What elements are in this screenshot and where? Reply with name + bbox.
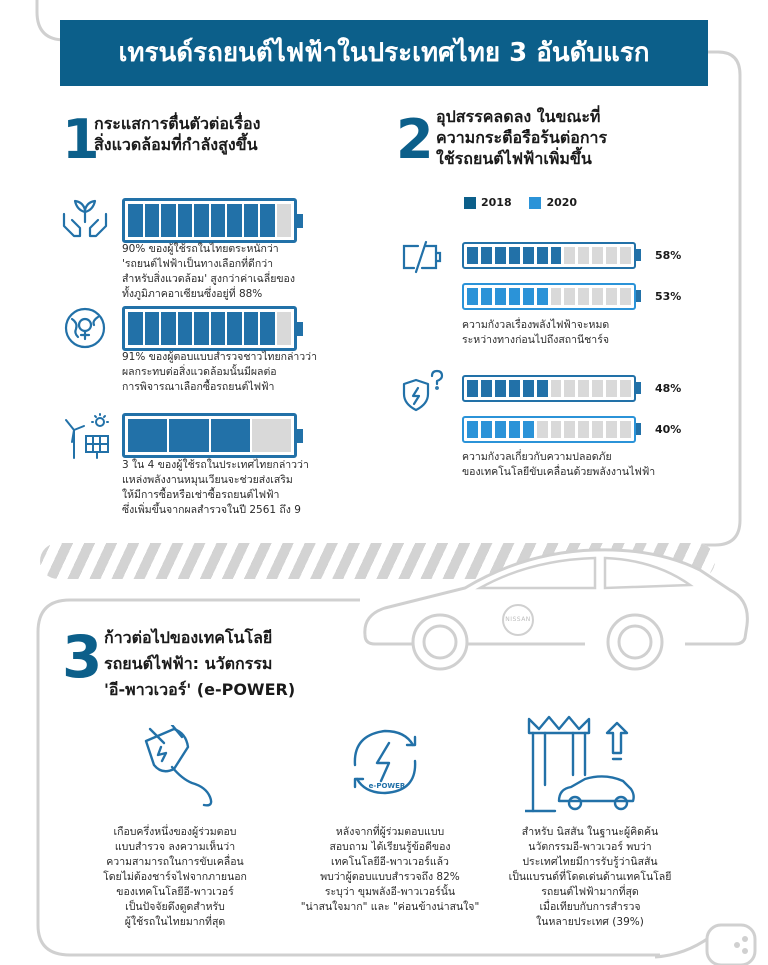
item1-line: 'รถยนต์ไฟฟ้าเป็นทางเลือกที่ดีกว่า <box>122 258 274 270</box>
item3-line: แหล่งพลังงานหมุนเวียนจะช่วยส่งเสริม <box>122 474 293 486</box>
bar-g2-2020-nub <box>636 423 641 435</box>
battery-cell-filled <box>523 421 534 438</box>
battery-cell-filled <box>523 247 534 264</box>
hands-plant-icon <box>60 192 110 242</box>
item2-line: การพิจารณาเลือกซื้อรถยนต์ไฟฟ้า <box>122 381 275 393</box>
section3-heading-line2: รถยนต์ไฟฟ้า: นวัตกรรม <box>104 654 273 673</box>
battery-cell-empty <box>620 288 631 305</box>
legend-label-2020: 2020 <box>546 196 578 209</box>
section2-heading <box>436 106 716 169</box>
legend-swatch-2018 <box>464 197 476 209</box>
bar-g1-2018-value: 58% <box>655 249 682 262</box>
battery-cell-filled <box>467 421 478 438</box>
column2-line: ระบุว่า ขุมพลังอี-พาวเวอร์นั้น <box>324 886 456 898</box>
battery-cell-filled <box>244 312 259 345</box>
battery-cell-filled <box>467 247 478 264</box>
bar-g1-2020 <box>462 283 636 310</box>
item3-line: ให้มีการซื้อหรือเช่าซื้อรถยนต์ไฟฟ้า <box>122 489 280 501</box>
battery-cell-empty <box>564 380 575 397</box>
column2-line: เทคโนโลยีอี-พาวเวอร์แล้ว <box>331 856 449 868</box>
column2-line: พบว่าผู้ตอบแบบสำรวจถึง 82% <box>320 871 460 883</box>
bar-g1-2018-nub <box>636 249 641 261</box>
battery-item3-cells <box>125 416 294 455</box>
item2-text <box>122 350 362 395</box>
battery-cell-filled <box>551 247 562 264</box>
battery-cell-filled <box>481 247 492 264</box>
battery-cell-empty <box>578 247 589 264</box>
section2-heading-line2: ความกระตือรือร้นต่อการ <box>436 128 608 147</box>
battery-cell-filled <box>467 380 478 397</box>
battery-cell-empty <box>551 380 562 397</box>
column3-line: นวัตกรรมอี-พาวเวอร์ พบว่า <box>528 841 652 853</box>
bar-g2-2018-nub <box>636 382 641 394</box>
battery-cell-filled <box>495 421 506 438</box>
battery-item1-cells <box>125 201 294 240</box>
battery-cell-empty <box>620 421 631 438</box>
section3-number: 3 <box>62 623 103 691</box>
legend-item-2020 <box>529 196 577 209</box>
battery-cell-filled <box>161 312 176 345</box>
battery-cell-filled <box>128 419 167 452</box>
item1-line: 90% ของผู้ใช้รถในไทยตระหนักว่า <box>122 243 279 255</box>
low-battery-icon <box>400 240 444 274</box>
bar-g2-2020 <box>462 416 636 443</box>
column2-line: หลังจากที่ผู้ร่วมตอบแบบ <box>335 826 445 838</box>
battery-cell-empty <box>592 421 603 438</box>
battery-cell-filled <box>495 247 506 264</box>
item3-line: ซึ่งเพิ่มขึ้นจากผลสำรวจในปี 2561 ถึง 9 <box>122 504 301 516</box>
column3-text <box>485 825 695 930</box>
legend <box>464 196 577 209</box>
column1-line: โดยไม่ต้องชาร์จไฟจากภายนอก <box>103 871 247 883</box>
battery-cell-filled <box>161 204 176 237</box>
group2-line: ของเทคโนโลยีขับเคลื่อนด้วยพลังงานไฟฟ้า <box>462 466 656 478</box>
group1-line: ระหว่างทางก่อนไปถึงสถานีชาร์จ <box>462 334 609 346</box>
column3-line: สำหรับ นิสสัน ในฐานะผู้คิดค้น <box>521 826 659 838</box>
column3-line: เป็นแบรนด์ที่โดดเด่นด้านเทคโนโลยี <box>508 871 672 883</box>
legend-item-2018 <box>464 196 512 209</box>
bar-g2-2020-cells <box>464 418 634 441</box>
battery-cell-filled <box>481 421 492 438</box>
column3-line: ในหลายประเทศ (39%) <box>536 916 644 928</box>
section2-heading-line3: ใช้รถยนต์ไฟฟ้าเพิ่มขึ้น <box>436 149 592 168</box>
battery-cell-empty <box>564 247 575 264</box>
section2-number: 2 <box>396 108 434 171</box>
globe-tree-icon <box>62 305 108 351</box>
battery-cell-filled <box>537 247 548 264</box>
column1-text <box>75 825 275 930</box>
wind-solar-icon <box>60 412 112 462</box>
item3-line: 3 ใน 4 ของผู้ใช้รถในประเทศไทยกล่าวว่า <box>122 459 309 471</box>
bar-g1-2020-value: 53% <box>655 290 682 303</box>
section1-heading-line1: กระแสการตื่นตัวต่อเรื่อง <box>94 114 261 133</box>
bar-g2-2018-value: 48% <box>655 382 682 395</box>
battery-item2 <box>122 306 297 351</box>
battery-cell-filled <box>523 288 534 305</box>
legend-label-2018: 2018 <box>481 196 512 209</box>
column3-line: เมื่อเทียบกับการสำรวจ <box>539 901 641 913</box>
battery-cell-empty <box>277 312 292 345</box>
battery-cell-filled <box>211 419 250 452</box>
section3-heading <box>104 625 364 703</box>
bar-g2-2018 <box>462 375 636 402</box>
battery-cell-filled <box>495 288 506 305</box>
page-title: เทรนด์รถยนต์ไฟฟ้าในประเทศไทย 3 อันดับแรก <box>118 38 650 68</box>
battery-cell-empty <box>564 421 575 438</box>
battery-cell-filled <box>169 419 208 452</box>
section1-heading <box>94 113 354 155</box>
battery-cell-empty <box>578 421 589 438</box>
column1-line: ผู้ใช้รถในไทยมากที่สุด <box>124 916 226 928</box>
battery-cell-empty <box>592 380 603 397</box>
battery-cell-empty <box>551 421 562 438</box>
battery-cell-filled <box>537 288 548 305</box>
battery-cell-empty <box>551 288 562 305</box>
battery-cell-empty <box>606 247 617 264</box>
item3-text <box>122 458 362 518</box>
battery-item2-nub <box>297 322 303 336</box>
column2-text <box>280 825 500 915</box>
battery-cell-filled <box>244 204 259 237</box>
battery-item1-nub <box>297 214 303 228</box>
group2-line: ความกังวลเกี่ยวกับความปลอดภัย <box>462 451 612 463</box>
battery-cell-empty <box>578 380 589 397</box>
column1-line: ของเทคโนโลยีอี-พาวเวอร์ <box>116 886 234 898</box>
plug-icon <box>128 725 228 810</box>
battery-cell-filled <box>145 312 160 345</box>
battery-cell-filled <box>509 247 520 264</box>
nissan-badge: NISSAN <box>505 616 531 623</box>
battery-cell-filled <box>523 380 534 397</box>
section2-heading-line1: อุปสรรคลดลง ในขณะที่ <box>436 107 601 126</box>
battery-cell-filled <box>128 312 143 345</box>
epower-label: e-POWER <box>368 782 406 790</box>
battery-cell-filled <box>211 204 226 237</box>
item1-line: ทั้งภูมิภาคอาเซียนซึ่งอยู่ที่ 88% <box>122 288 263 300</box>
battery-cell-empty <box>606 288 617 305</box>
section1-number: 1 <box>62 108 100 171</box>
battery-cell-filled <box>467 288 478 305</box>
battery-cell-filled <box>128 204 143 237</box>
section1-heading-line2: สิ่งแวดล้อมที่กำลังสูงขึ้น <box>94 135 258 154</box>
battery-cell-filled <box>509 288 520 305</box>
item2-line: 91% ของผู้ตอบแบบสำรวจชาวไทยกล่าวว่า <box>122 351 317 363</box>
battery-cell-filled <box>194 204 209 237</box>
battery-cell-empty <box>606 421 617 438</box>
column1-line: เป็นปัจจัยดึงดูดสำหรับ <box>125 901 225 913</box>
battery-cell-filled <box>481 380 492 397</box>
column1-line: เกือบครึ่งหนึ่งของผู้ร่วมตอบ <box>113 826 237 838</box>
battery-item2-cells <box>125 309 294 348</box>
title-bar <box>60 20 708 86</box>
battery-cell-filled <box>260 204 275 237</box>
battery-cell-filled <box>194 312 209 345</box>
section3-heading-line3: 'อี-พาวเวอร์' (e-POWER) <box>104 680 296 699</box>
battery-cell-filled <box>227 204 242 237</box>
battery-cell-empty <box>592 288 603 305</box>
battery-cell-filled <box>495 380 506 397</box>
battery-cell-empty <box>277 204 292 237</box>
group1-text <box>462 318 712 348</box>
battery-cell-filled <box>178 204 193 237</box>
group1-line: ความกังวลเรื่องพลังไฟฟ้าจะหมด <box>462 319 610 331</box>
column3-line: รถยนต์ไฟฟ้ามากที่สุด <box>541 886 639 898</box>
bar-g2-2020-value: 40% <box>655 423 682 436</box>
item1-text <box>122 242 352 302</box>
bar-g1-2020-nub <box>636 290 641 302</box>
battery-cell-filled <box>227 312 242 345</box>
battery-cell-empty <box>564 288 575 305</box>
bar-g2-2018-cells <box>464 377 634 400</box>
column1-line: ความสามารถในการขับเคลื่อน <box>106 856 244 868</box>
item1-line: สำหรับสิ่งแวดล้อม' สูงกว่าค่าเฉลี่ยของ <box>122 273 295 285</box>
battery-cell-filled <box>145 204 160 237</box>
bar-g1-2018 <box>462 242 636 269</box>
section3-heading-line1: ก้าวต่อไปของเทคโนโลยี <box>104 628 273 647</box>
battery-cell-empty <box>578 288 589 305</box>
battery-cell-filled <box>509 421 520 438</box>
bar-g1-2018-cells <box>464 244 634 267</box>
battery-cell-empty <box>620 247 631 264</box>
car-outline-icon <box>355 540 755 675</box>
battery-cell-empty <box>592 247 603 264</box>
battery-cell-filled <box>509 380 520 397</box>
battery-cell-empty <box>620 380 631 397</box>
bar-g1-2020-cells <box>464 285 634 308</box>
shield-question-icon <box>398 368 446 414</box>
battery-cell-filled <box>211 312 226 345</box>
column1-line: แบบสำรวจ ลงความเห็นว่า <box>114 841 236 853</box>
column2-line: "น่าสนใจมาก" และ "ค่อนข้างน่าสนใจ" <box>300 901 480 913</box>
battery-cell-empty <box>537 421 548 438</box>
legend-swatch-2020 <box>529 197 541 209</box>
item2-line: ผลกระทบต่อสิ่งแวดล้อมนั้นมีผลต่อ <box>122 366 277 378</box>
battery-item3 <box>122 413 297 458</box>
column3-line: ประเทศไทยมีการรับรู้ว่านิสสัน <box>522 856 658 868</box>
column2-line: สอบถาม ได้เรียนรู้ข้อดีของ <box>329 841 451 853</box>
battery-cell-filled <box>178 312 193 345</box>
battery-cell-empty <box>606 380 617 397</box>
battery-cell-filled <box>260 312 275 345</box>
battery-cell-filled <box>537 380 548 397</box>
battery-item1 <box>122 198 297 243</box>
crown-podium-car-icon <box>525 715 640 815</box>
group2-text <box>462 450 722 480</box>
battery-cell-empty <box>252 419 291 452</box>
battery-cell-filled <box>481 288 492 305</box>
battery-item3-nub <box>297 429 303 443</box>
